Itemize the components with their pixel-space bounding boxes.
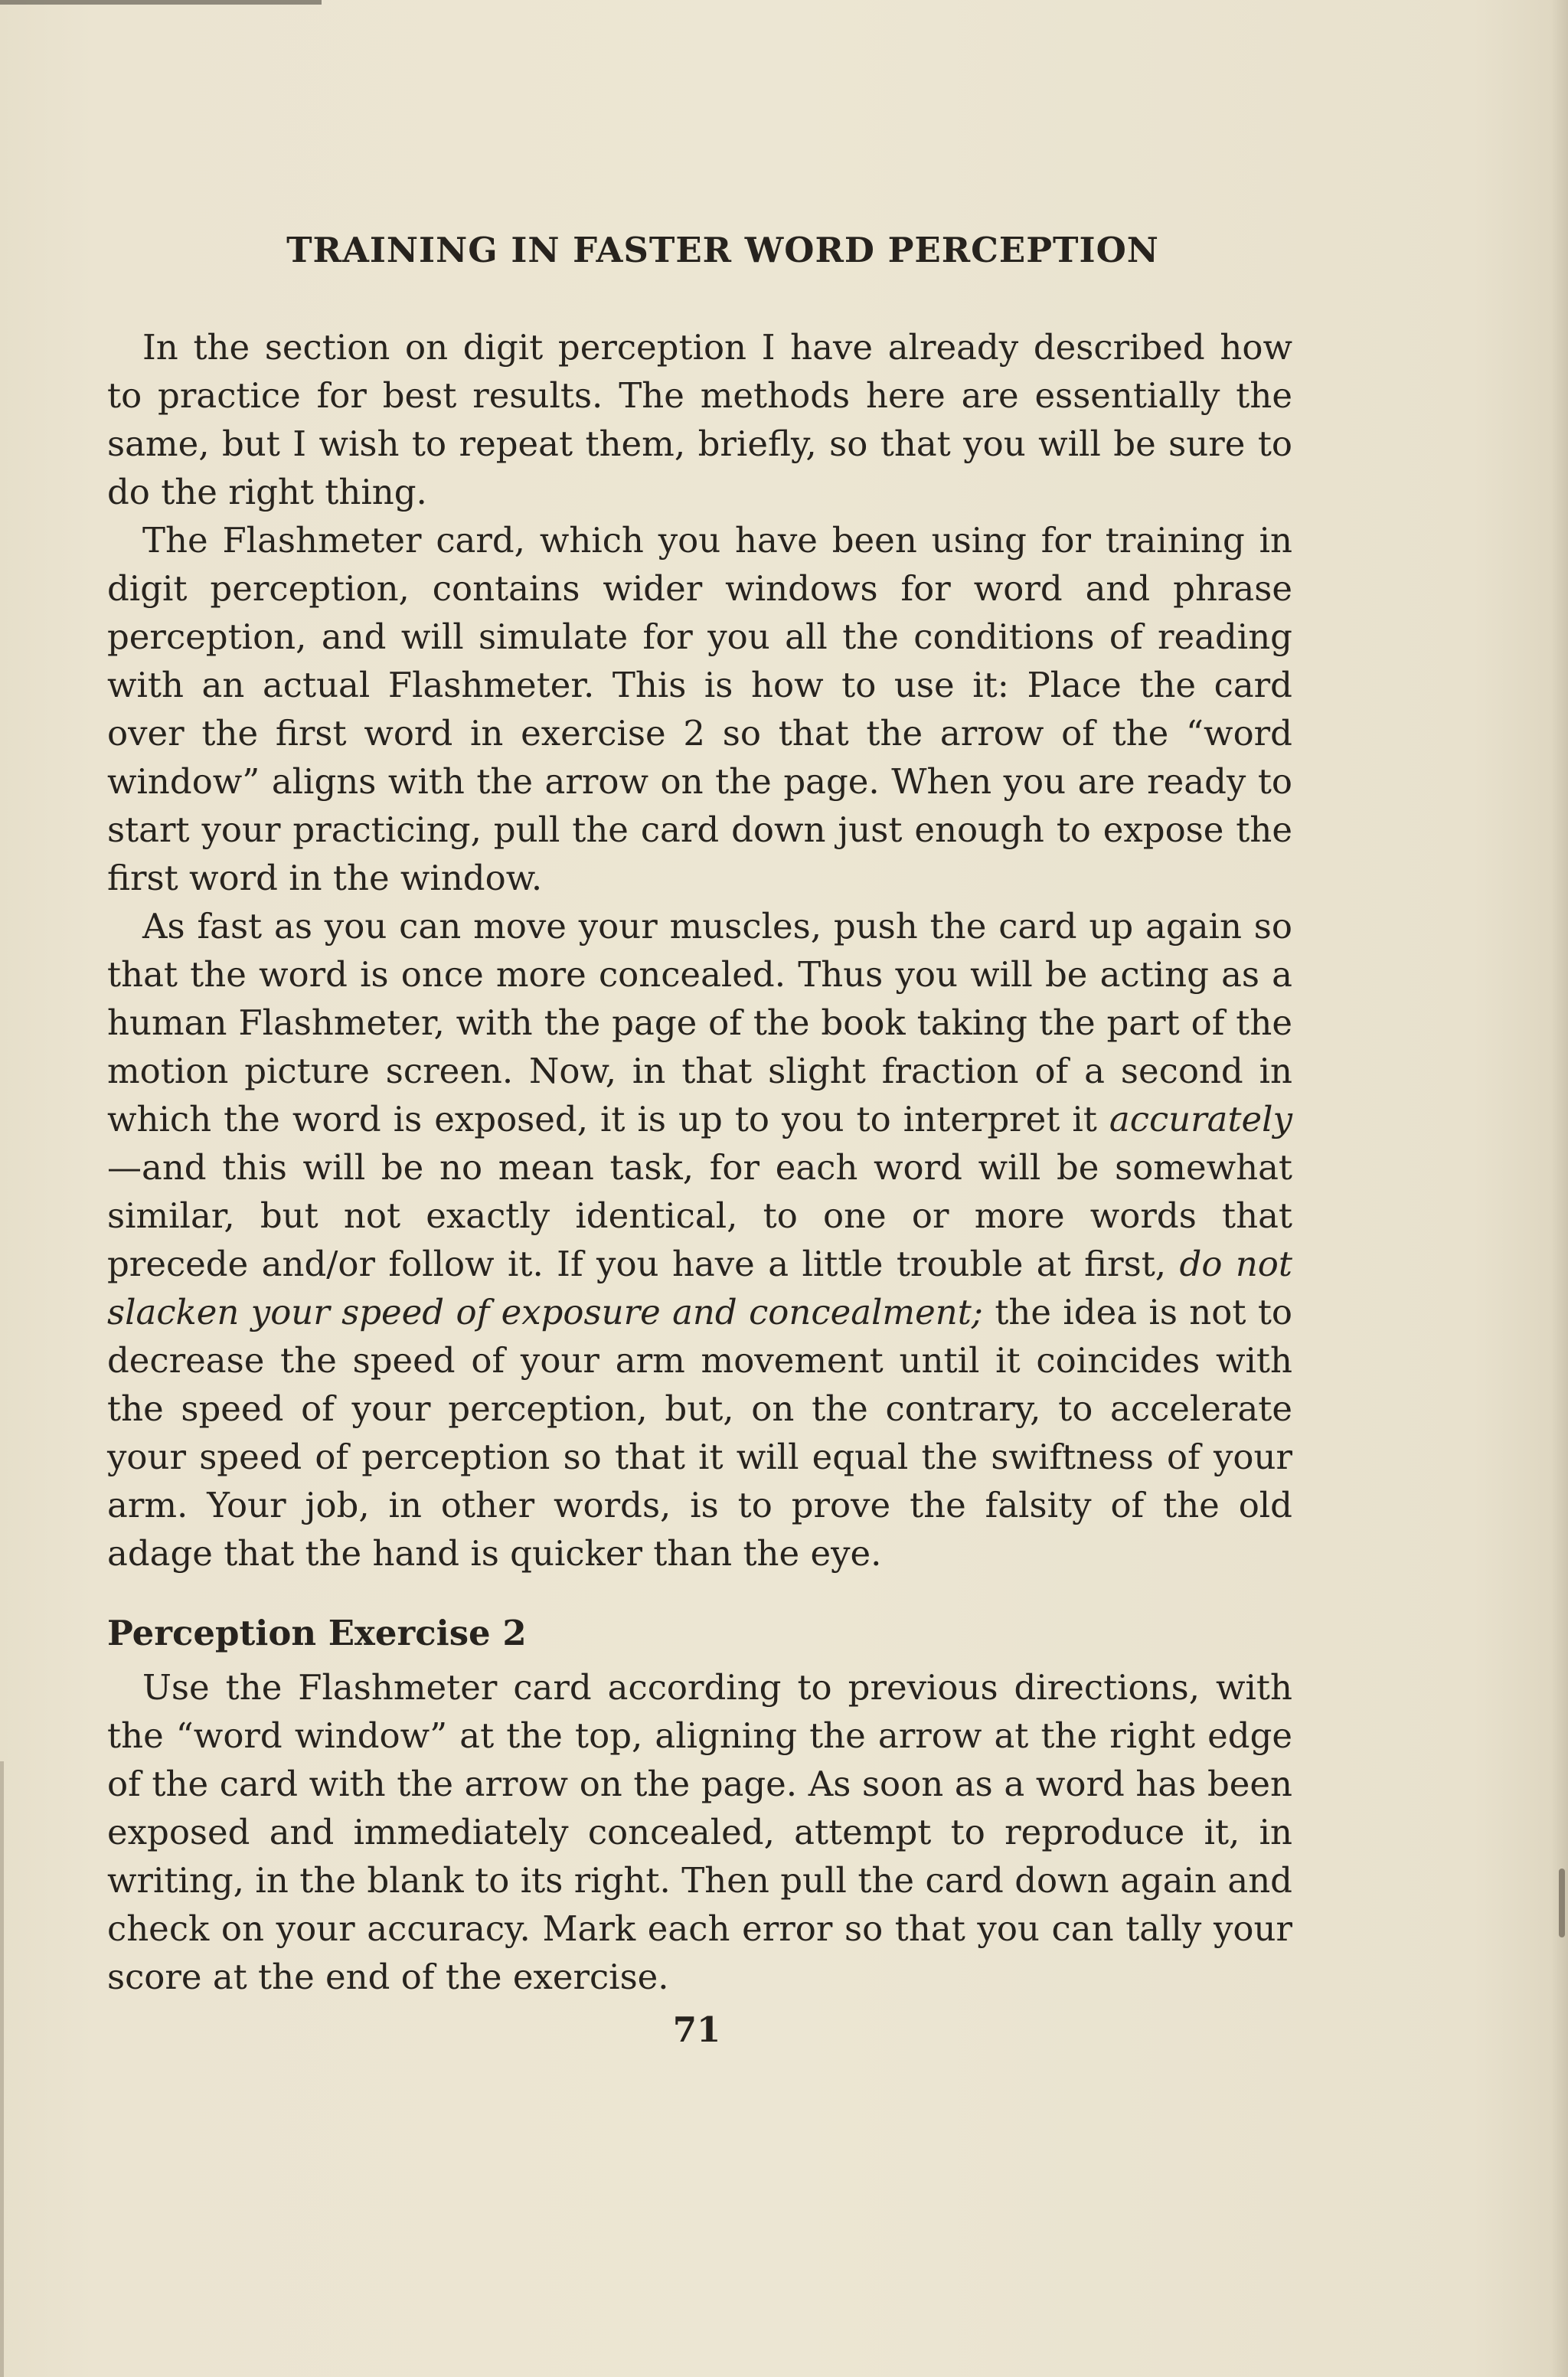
right-edge-mark xyxy=(1559,1869,1565,1937)
page-content xyxy=(107,230,1292,2001)
chapter-title: TRAINING IN FASTER WORD PERCEPTION xyxy=(286,230,1159,270)
paragraph-3-text-1: As fast as you can move your muscles, push the card up again so that the word is once more concealed. Thus you will be acting as a human Flashmeter, with the page of the book taking the part of the motion picture screen. Now, in that slight fraction of a second in which the word is exposed, it is up to you to interpret it xyxy=(107,906,1292,1139)
section-heading: Perception Exercise 2 xyxy=(107,1613,527,1653)
paragraph-1: In the section on digit perception I have already described how to practice for best results. The methods here are essentially the same, but I wish to repeat them, briefly, so that you will be sure to do the right thing. xyxy=(107,327,1292,512)
paragraph-3-text-3: the idea is not to decrease the speed of your arm movement until it coincides with the speed of your perception, but, on the contrary, to accelerate your speed of perception so that it will equal the swiftness of your arm. Your job, in other words, is to prove the falsity of the old adage that the hand is quicker than the eye. xyxy=(107,1292,1293,1574)
page-number: 71 xyxy=(672,2009,721,2050)
italic-do-not-slacken: do not slacken your speed of exposure and concealment; xyxy=(107,1244,1292,1332)
right-binding-shadow xyxy=(1551,0,1568,2377)
top-edge-rule xyxy=(0,0,322,5)
paragraph-2: The Flashmeter card, which you have been using for training in digit perception, contains wider windows for word and phrase perception, and will simulate for you all the conditions of reading with an actual Flashmeter. This is how to use it: Place the card over the first word in exercise 2 so that the arrow of the “word window” aligns with the arrow on the page. When you are ready to start your practicing, pull the card down just enough to expose the first word in the window. xyxy=(107,520,1292,898)
italic-accurately: accurately xyxy=(1109,1099,1292,1139)
section-paragraph: Use the Flashmeter card according to previous directions, with the “word window” at the top, aligning the arrow at the right edge of the card with the arrow on the page. As soon as a word has been exposed and immediately concealed, attempt to reproduce it, in writing, in the blank to its right. Then pull the card down again and check on your accuracy. Mark each error so that you can tally your score at the end of the exercise. xyxy=(107,1667,1292,1997)
paragraph-3 xyxy=(107,902,1292,1578)
paragraph-3-text-2: —and this will be no mean task, for each word will be somewhat similar, but not exactly identical, to one or more words that precede and/or follow it. If you have a little trouble at first, xyxy=(107,1147,1292,1284)
left-page-edge xyxy=(0,1761,4,2377)
